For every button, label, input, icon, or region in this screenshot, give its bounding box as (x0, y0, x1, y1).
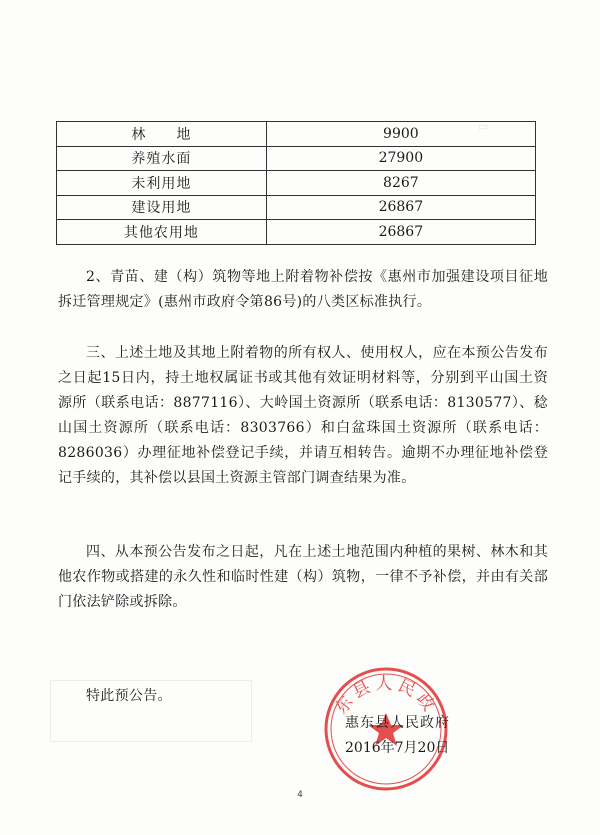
signature-date: 2016年7月20日 (345, 740, 450, 756)
table-row (57, 220, 536, 245)
paragraph-no-compensation: 四、从本预公告发布之日起，凡在上述土地范围内种植的果树、林木和其他农作物或搭建的永久性和临时性建（构）筑物，一律不予补偿，并由有关部门依法铲除或拆除。 (58, 544, 548, 610)
land-category-cell: 其他农用地 (57, 220, 267, 245)
compensation-value-cell: 26867 (266, 220, 535, 245)
table-row (57, 146, 536, 171)
page-number: 4 (297, 790, 303, 800)
table-row (57, 171, 536, 196)
land-category-cell: 养殖水面 (57, 146, 267, 171)
paragraph-registration: 三、上述土地及其地上附着物的所有权人、使用权人，应在本预公告发布之日起15日内，持土地权属证书或其他有效证明材料等，分别到平山国土资源所（联系电话：8877116）、大岭国土资源所（联系电话：8130577）、稔山国土资源所（联系电话：8303766）和白盆珠国土资源所（联系电话：8286036）办理征地补偿登记手续，并请互相转告。逾期不办理征地补偿登记手续的，其补偿以县国土资源主管部门调查结果为准。 (58, 345, 548, 486)
land-category-cell: 建设用地 (57, 195, 267, 220)
paragraph-closing: 特此预公告。 (86, 688, 172, 704)
compensation-value-cell: 8267 (266, 171, 535, 196)
seal-text: 东县人民政 (331, 674, 441, 719)
table-row (57, 122, 536, 147)
compensation-value-cell: 26867 (266, 195, 535, 220)
compensation-table (56, 121, 536, 245)
table-row (57, 195, 536, 220)
compensation-value-cell: 9900 (266, 122, 535, 147)
compensation-value-cell: 27900 (266, 146, 535, 171)
bleed-through-mark: ▭ (478, 120, 489, 133)
signature-org: 惠东县人民政府 (345, 715, 450, 731)
land-category-cell: 未利用地 (57, 171, 267, 196)
paragraph-crop-compensation: 2、青苗、建（构）筑物等地上附着物补偿按《惠州市加强建设项目征地拆迁管理规定》(惠州市政府令第86号)的八类区标准执行。 (58, 269, 548, 310)
land-category-cell: 林 地 (57, 122, 267, 147)
